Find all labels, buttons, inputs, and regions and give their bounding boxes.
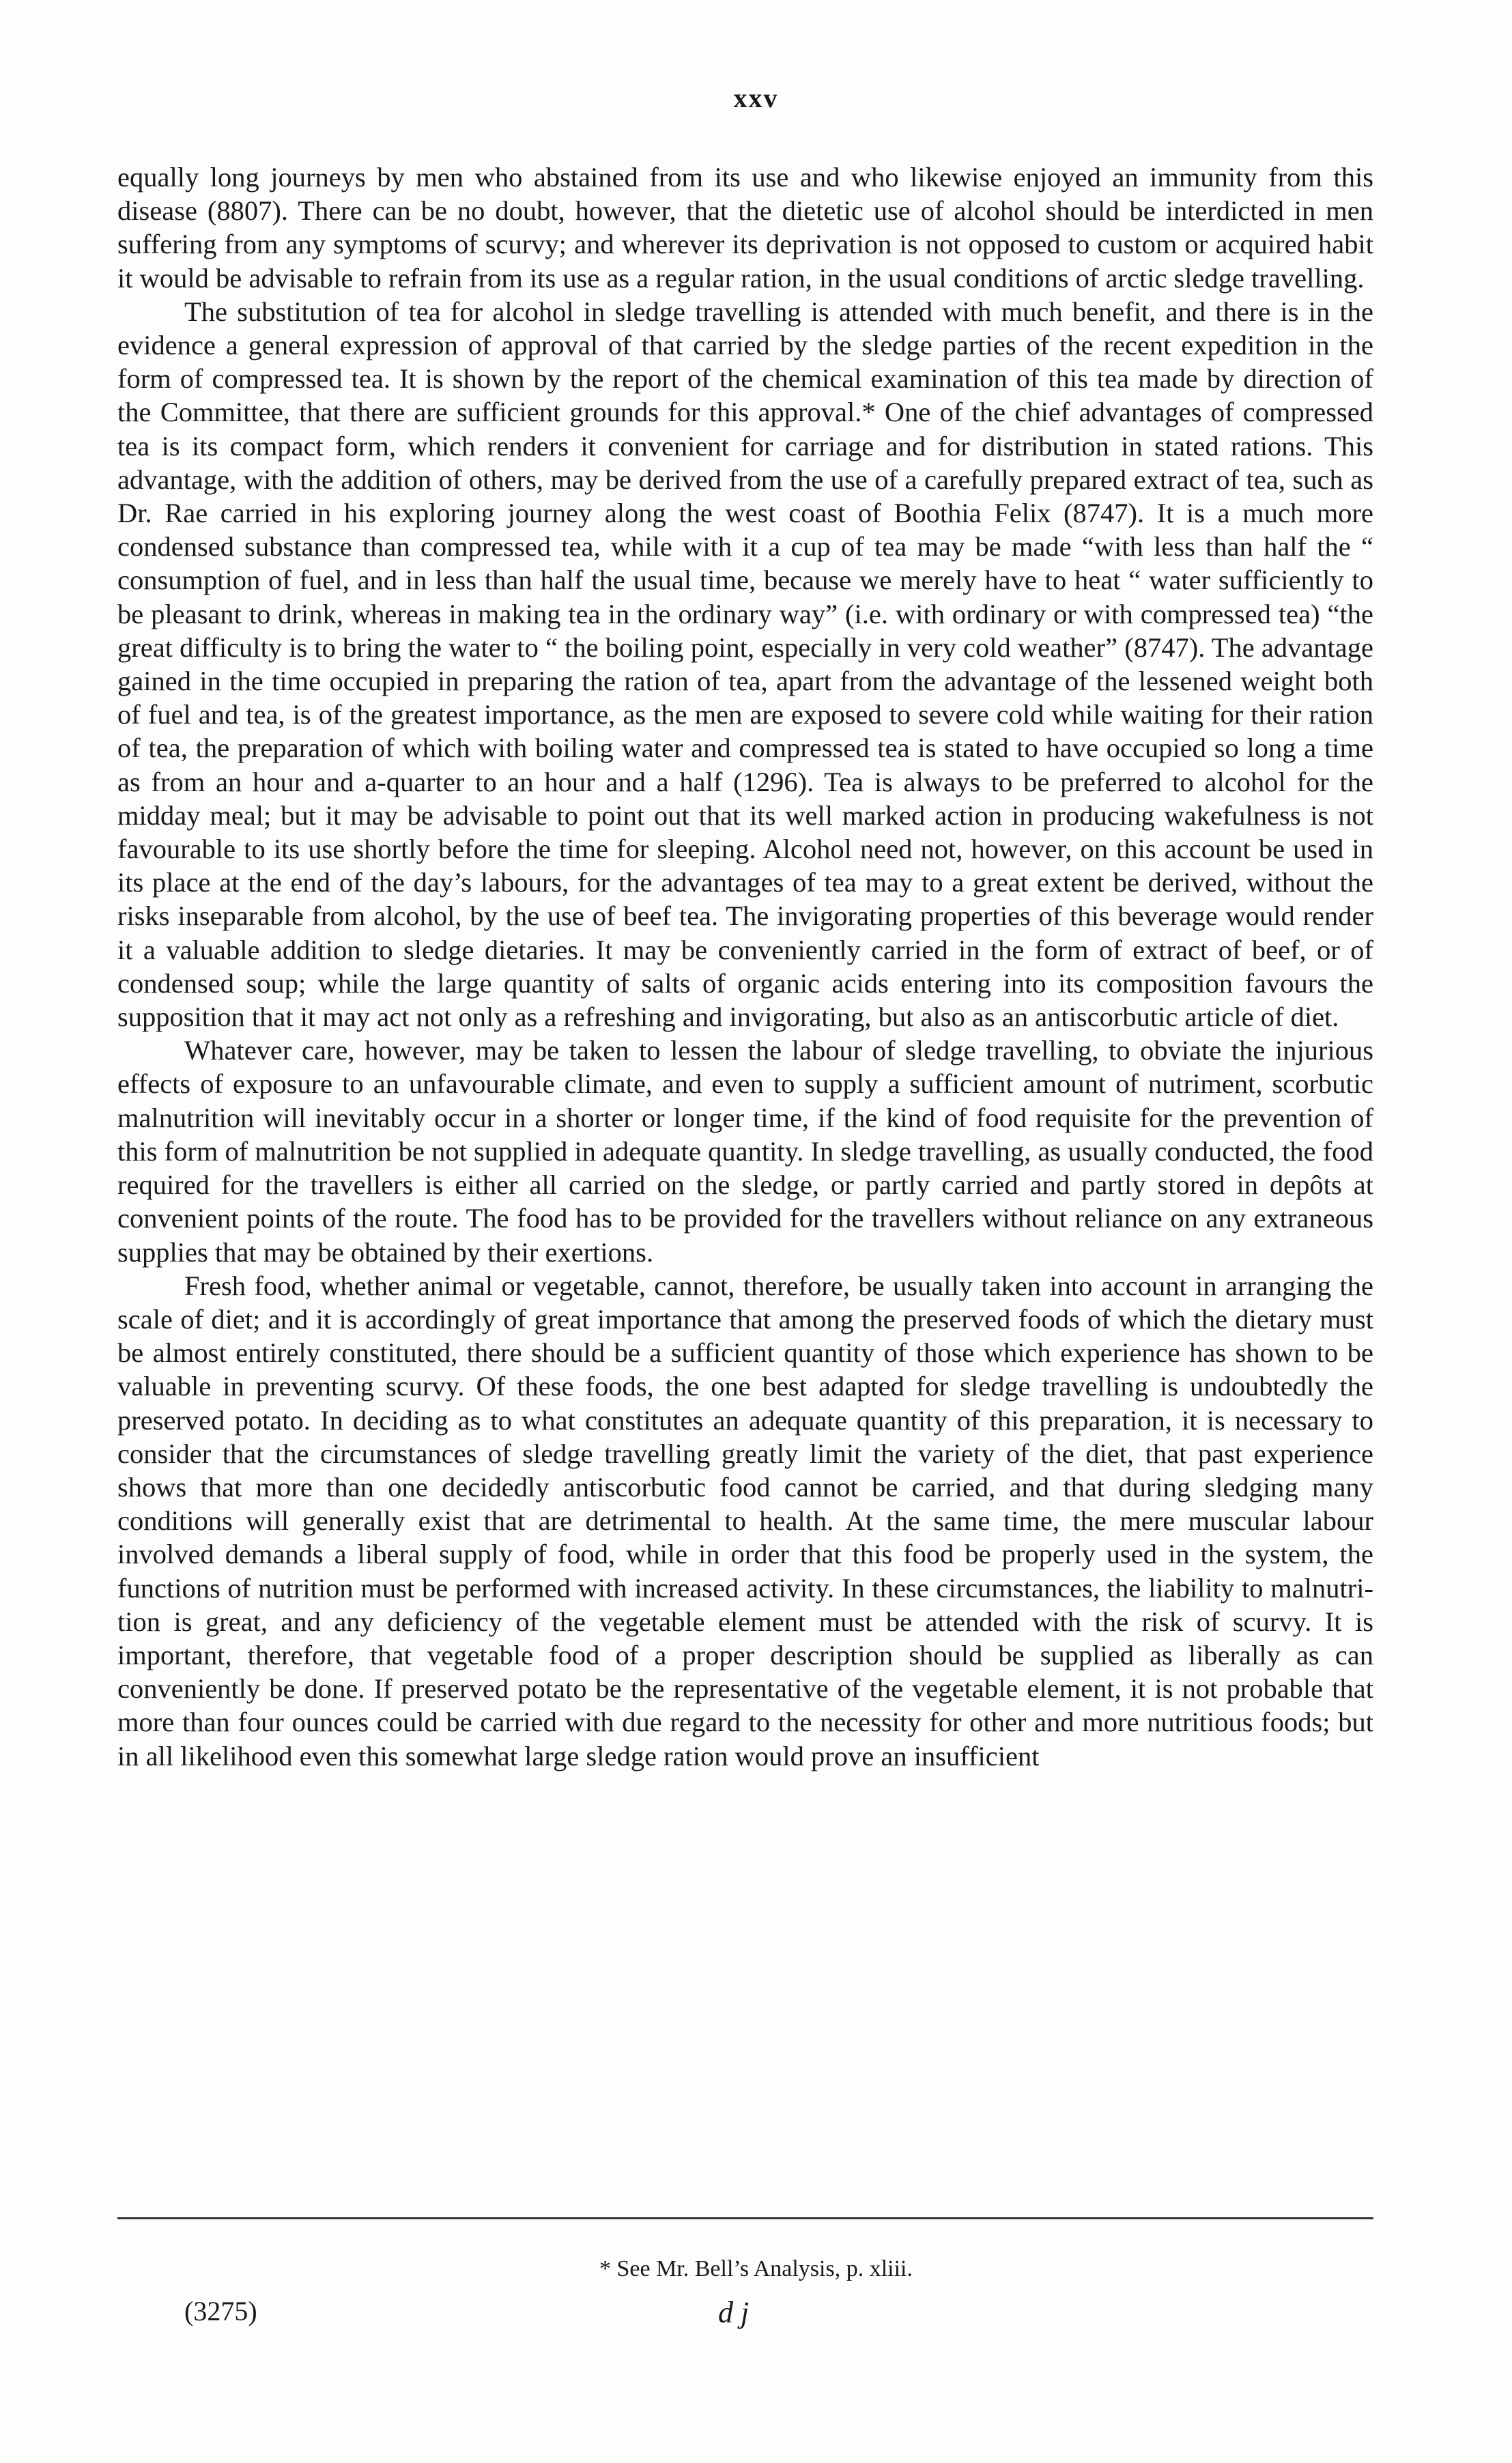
footnote: * See Mr. Bell’s Analysis, p. xliii. [599, 2256, 913, 2281]
paragraph: The substitution of tea for alcohol in sledge travelling is attended with much benefit, and there is in the evidence a general expression of approval of that carried by the sledge parties of the recent expedition in the form of compressed tea. It is shown by the report of the chemical examination of this tea made by direction of the Committee, that there are sufficient grounds for this approval.* One of the chief advantages of compressed tea is its compact form, which renders it convenient for carriage and for distribution in stated rations. This advantage, with the addition of others, may be derived from the use of a carefully prepared extract of tea, such as Dr. Rae carried in his exploring journey along the west coast of Boothia Felix (8747). It is a much more condensed substance than compressed tea, while with it a cup of tea may be made “with less than half the “ consumption of fuel, and in less than half the usual time, because we merely have to heat “ water sufficiently to be pleasant to drink, whereas in making tea in the ordinary way” (i.e. with ordinary or with compressed tea) “the great difficulty is to bring the water to “ the boiling point, especially in very cold weather” (8747). The advantage gained in the time occupied in preparing the ration of tea, apart from the advantage of the lessened weight both of fuel and tea, is of the greatest importance, as the men are exposed to severe cold while waiting for their ration of tea, the preparation of which with boiling water and compressed tea is stated to have occupied so long a time as from an hour and a-quarter to an hour and a half (1296). Tea is always to be preferred to alcohol for the midday meal; but it may be advisable to point out that its well marked action in producing wakefulness is not favourable to its use shortly before the time for sleeping. Alcohol need not, however, on this account be used in its place at the end of the day’s labours, for the advantages of tea may to a great extent be derived, without the risks inseparable from alcohol, by the use of beef tea. The invigorating properties of this beverage would render it a valuable addition to sledge dietaries. It may be conveniently carried in the form of extract of beef, or of condensed soup; while the large quantity of salts of organic acids entering into its composition favours the supposition that it may act not only as a refreshing and invigorating, but also as an antiscorbutic article of diet. [117, 296, 1373, 1033]
printer-signature: (3275) [184, 2296, 257, 2326]
sheet-signature: d j [718, 2296, 750, 2329]
body-text [117, 160, 1373, 1773]
paragraph: equally long journeys by men who abstained from its use and who likewise enjoyed an immunity from this disease (8807). There can be no doubt, however, that the dietetic use of alcohol should be interdicted in men suffering from any symptoms of scurvy; and wherever its deprivation is not opposed to custom or acquired habit it would be advisable to refrain from its use as a regular ration, in the usual conditions of arctic sledge travelling. [117, 162, 1373, 294]
footnote-divider [117, 2217, 1373, 2219]
paragraph: Fresh food, whether animal or vegetable, cannot, therefore, be usually taken into account in arranging the scale of diet; and it is accordingly of great importance that among the preserved foods of which the dietary must be almost entirely constituted, there should be a sufficient quantity of those which experience has shown to be valuable in preventing scurvy. Of these foods, the one best adapted for sledge travelling is undoubtedly the preserved potato. In deciding as to what constitutes an adequate quantity of this preparation, it is necessary to consider that the circumstances of sledge travelling greatly limit the variety of the diet, that past experience shows that more than one decidedly antiscorbutic food cannot be carried, and that during sledging many conditions will generally exist that are detrimental to health. At the same time, the mere muscular labour involved demands a liberal supply of food, while in order that this food be properly used in the system, the functions of nutrition must be performed with increased activity. In these circumstances, the liability to malnutrition is great, and any deficiency of the vegetable element must be attended with the risk of scurvy. It is important, therefore, that vegetable food of a proper description should be supplied as liberally as can conveniently be done. If preserved potato be the representative of the vegetable element, it is not probable that more than four ounces could be carried with due regard to the necessity for other and more nutritious foods; but in all likelihood even this somewhat large sledge ration would prove an insufficient [117, 1270, 1373, 1771]
page-number: xxv [733, 83, 779, 113]
paragraph: Whatever care, however, may be taken to lessen the labour of sledge travelling, to obviate the injurious effects of exposure to an unfavourable climate, and even to supply a sufficient amount of nutriment, scorbutic malnutrition will inevitably occur in a shorter or longer time, if the kind of food requisite for the prevention of this form of malnutrition be not supplied in adequate quantity. In sledge travelling, as usually conducted, the food required for the travellers is either all carried on the sledge, or partly carried and partly stored in depôts at convenient points of the route. The food has to be provided for the travellers without reliance on any extraneous supplies that may be obtained by their exertions. [117, 1035, 1373, 1268]
